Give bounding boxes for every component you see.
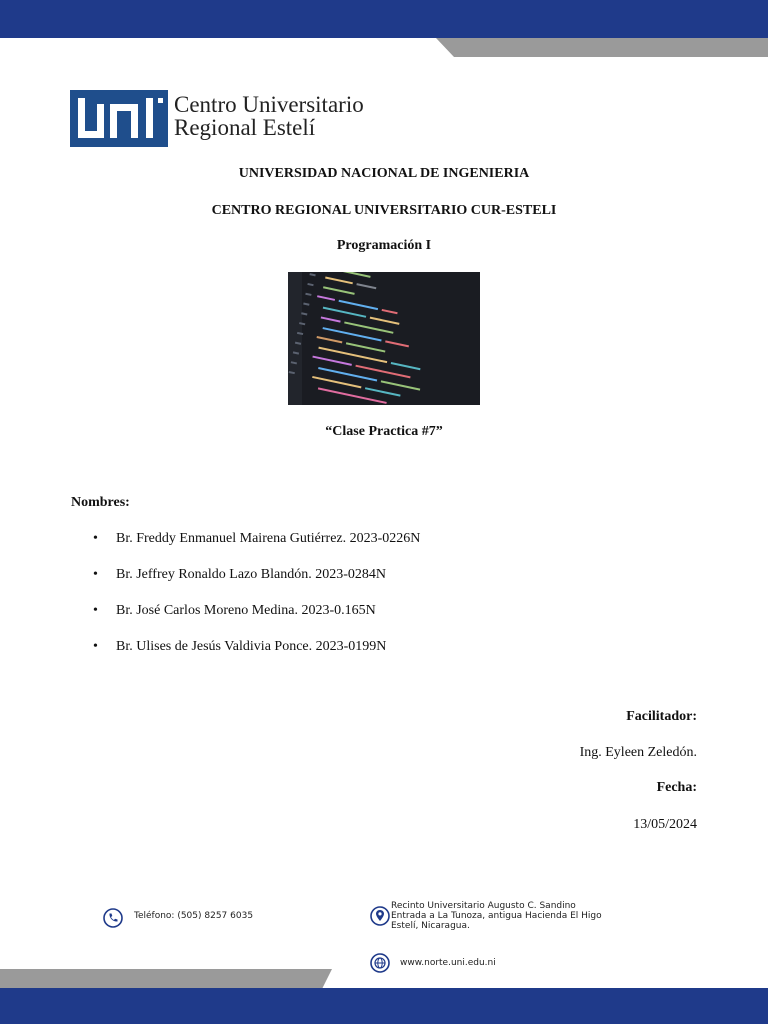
center-name: CENTRO REGIONAL UNIVERSITARIO CUR-ESTELI bbox=[211, 203, 557, 218]
names-label: Nombres: bbox=[71, 495, 130, 510]
address-line-3: Estelí, Nicaragua. bbox=[391, 921, 470, 931]
bullet-icon: • bbox=[93, 531, 98, 546]
bullet-icon: • bbox=[93, 639, 98, 654]
globe-icon bbox=[370, 953, 390, 973]
names-list bbox=[88, 530, 420, 674]
course-name: Programación I bbox=[336, 238, 432, 253]
footer-phone: Teléfono: (505) 8257 6035 bbox=[134, 911, 254, 921]
footer-website[interactable]: www.norte.uni.edu.ni bbox=[400, 958, 496, 968]
address-line-2: Entrada a La Tunoza, antigua Hacienda El Higo bbox=[391, 911, 602, 921]
student-name: Br. Ulises de Jesús Valdivia Ponce. 2023-0199N bbox=[116, 639, 387, 654]
university-logo bbox=[70, 90, 380, 148]
top-blue-band bbox=[0, 0, 768, 38]
bottom-blue-band bbox=[0, 988, 768, 1024]
list-item bbox=[88, 530, 420, 566]
logo-line-2: Regional Estelí bbox=[174, 115, 316, 140]
bullet-icon: • bbox=[93, 567, 98, 582]
logo-line-1: Centro Universitario bbox=[174, 92, 364, 117]
list-item bbox=[88, 602, 420, 638]
bullet-icon: • bbox=[93, 603, 98, 618]
student-name: Br. Jeffrey Ronaldo Lazo Blandón. 2023-0284N bbox=[116, 567, 386, 582]
facilitator-label: Facilitador: bbox=[626, 709, 697, 724]
uni-logo-icon bbox=[70, 90, 168, 147]
document-title: “Clase Practica #7” bbox=[325, 424, 443, 439]
list-item bbox=[88, 566, 420, 602]
list-item bbox=[88, 638, 420, 674]
code-screenshot-image bbox=[288, 272, 480, 405]
date-value: 13/05/2024 bbox=[633, 817, 697, 832]
address-line-1: Recinto Universitario Augusto C. Sandino bbox=[391, 901, 576, 911]
date-label: Fecha: bbox=[656, 780, 697, 795]
footer-address bbox=[391, 901, 602, 931]
student-name: Br. José Carlos Moreno Medina. 2023-0.165N bbox=[116, 603, 376, 618]
university-name: UNIVERSIDAD NACIONAL DE INGENIERIA bbox=[238, 166, 530, 181]
facilitator-name: Ing. Eyleen Zeledón. bbox=[579, 745, 697, 760]
logo-text bbox=[174, 93, 364, 139]
phone-icon bbox=[103, 908, 123, 928]
location-icon bbox=[370, 906, 390, 926]
top-gray-band bbox=[436, 38, 768, 57]
student-name: Br. Freddy Enmanuel Mairena Gutiérrez. 2023-0226N bbox=[116, 531, 421, 546]
bottom-gray-band bbox=[0, 969, 332, 989]
